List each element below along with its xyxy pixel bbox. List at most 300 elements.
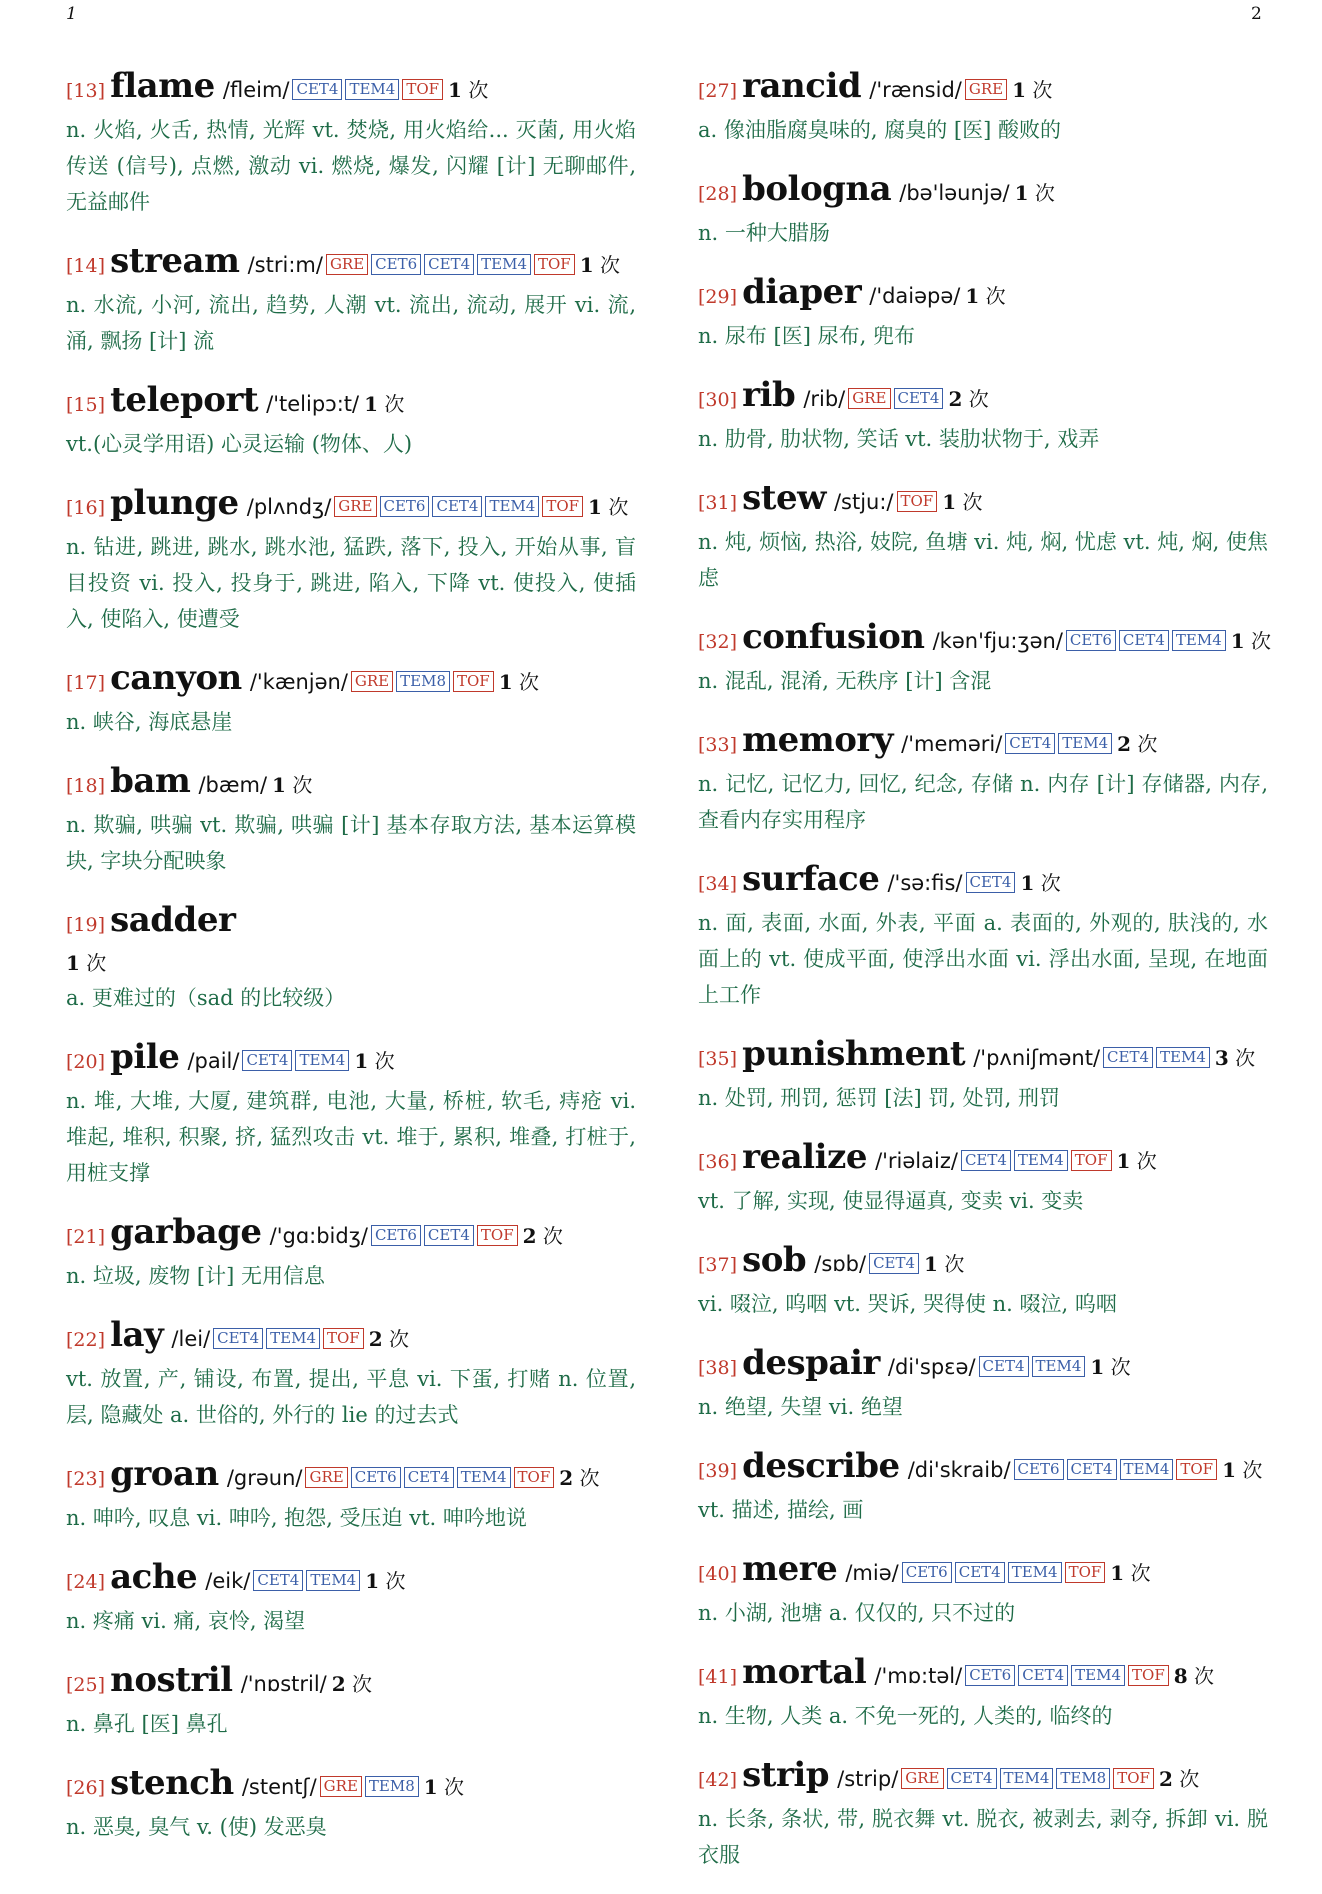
word-entry: [66, 658, 636, 740]
headword: bam: [110, 761, 191, 801]
frequency-suffix: 次: [444, 1775, 465, 1799]
exam-tag: CET4: [242, 1050, 292, 1071]
frequency-count: [365, 1569, 405, 1593]
entry-number: [21]: [66, 1226, 106, 1248]
frequency-value: 3: [1214, 1046, 1229, 1070]
definition: n. 一种大腊肠: [698, 221, 830, 245]
frequency-suffix: 次: [944, 1252, 965, 1276]
frequency-count: [354, 1049, 394, 1073]
frequency-count: [1117, 732, 1157, 756]
exam-tag: TEM4: [306, 1570, 360, 1591]
word-entry: [698, 1755, 1268, 1873]
exam-tag: CET4: [213, 1328, 263, 1349]
word-entry: [66, 483, 636, 637]
word-entry: [698, 1034, 1268, 1116]
exam-tag: TOF: [542, 496, 583, 517]
entry-number: [22]: [66, 1329, 106, 1351]
frequency-value: 1: [1014, 181, 1029, 205]
exam-tag: CET4: [961, 1150, 1011, 1171]
right-column: [698, 66, 1272, 1894]
entry-number: [39]: [698, 1460, 738, 1482]
entry-number: [37]: [698, 1254, 738, 1276]
word-entry: [66, 1454, 636, 1536]
exam-tag: TOF: [1113, 1768, 1154, 1789]
word-entry: [698, 478, 1268, 596]
entry-number: [24]: [66, 1571, 106, 1593]
definition: vt.(心灵学用语) 心灵运输 (物体、人): [66, 432, 413, 456]
word-entry: [698, 1240, 1268, 1322]
phonetic: /miə/: [845, 1561, 899, 1585]
exam-tag: CET4: [1067, 1459, 1117, 1480]
frequency-suffix: 次: [384, 392, 405, 416]
entry-header: [66, 1037, 636, 1083]
exam-tag: TOF: [323, 1328, 364, 1349]
frequency-value: 2: [331, 1672, 346, 1696]
exam-tag: CET4: [1018, 1665, 1068, 1686]
phonetic: /'kænjən/: [249, 670, 348, 694]
word-entry: [66, 1763, 636, 1845]
frequency-count: [424, 1775, 464, 1799]
phonetic: /lei/: [171, 1327, 211, 1351]
headword: realize: [742, 1137, 867, 1177]
exam-tag: GRE: [320, 1776, 362, 1797]
entry-header: [698, 375, 1268, 421]
exam-tag: TEM4: [295, 1050, 349, 1071]
frequency-suffix: 次: [608, 495, 629, 519]
phonetic: /di'skraib/: [907, 1458, 1011, 1482]
frequency-suffix: 次: [385, 1569, 406, 1593]
headword: nostril: [110, 1660, 233, 1700]
word-entry: [698, 1446, 1268, 1528]
entry-number: [41]: [698, 1666, 738, 1688]
definition: n. 混乱, 混淆, 无秩序 [计] 含混: [698, 669, 992, 693]
headword: stench: [110, 1763, 234, 1803]
entry-number: [33]: [698, 734, 738, 756]
exam-tag: CET4: [292, 79, 342, 100]
exam-tag: CET4: [1119, 630, 1169, 651]
frequency-count: [332, 1672, 372, 1696]
phonetic: /'telipɔ:t/: [266, 392, 360, 416]
frequency-suffix: 次: [600, 253, 620, 277]
exam-tag: TOF: [402, 79, 443, 100]
entry-header: [66, 1660, 636, 1706]
frequency-suffix: 次: [1136, 1149, 1157, 1173]
definition: n. 恶臭, 臭气 v. (使) 发恶臭: [66, 1815, 327, 1839]
entry-number: [23]: [66, 1468, 106, 1490]
frequency-value: 1: [1110, 1561, 1125, 1585]
frequency-value: 2: [1117, 732, 1132, 756]
definition: n. 疼痛 vi. 痛, 哀怜, 渴望: [66, 1609, 306, 1633]
frequency-count: [272, 773, 312, 797]
frequency-count: [1174, 1664, 1214, 1688]
exam-tag: GRE: [848, 388, 890, 409]
word-entry: [698, 375, 1268, 457]
entry-header: [698, 859, 1268, 905]
frequency-count: [523, 1224, 563, 1248]
exam-tag: TEM4: [1032, 1356, 1086, 1377]
frequency-suffix: 次: [1251, 629, 1272, 653]
exam-tag: TEM4: [477, 254, 531, 275]
headword: describe: [742, 1446, 900, 1486]
frequency-count: [588, 495, 628, 519]
word-entry: [66, 1660, 636, 1742]
phonetic: /fleim/: [222, 78, 290, 102]
definition: n. 堆, 大堆, 大厦, 建筑群, 电池, 大量, 桥桩, 软毛, 痔疮 vi. 堆起, 堆积, 积聚, 挤, 猛烈攻击 vt. 堆于, 累积, 堆叠, 打桩于, 用桩支撑: [66, 1089, 636, 1185]
frequency-suffix: 次: [1179, 1767, 1200, 1791]
frequency-value: 1: [354, 1049, 369, 1073]
entry-number: [38]: [698, 1357, 738, 1379]
frequency-count: [580, 253, 620, 277]
exam-tag: TEM4: [485, 496, 539, 517]
frequency-suffix: 次: [968, 387, 989, 411]
frequency-count: [1012, 78, 1052, 102]
left-column: [66, 66, 636, 1866]
frequency-suffix: 次: [1242, 1458, 1263, 1482]
headword: sob: [742, 1240, 807, 1280]
phonetic: /'mɒ:təl/: [874, 1664, 963, 1688]
entry-header: [698, 1034, 1268, 1080]
frequency-value: 2: [522, 1224, 537, 1248]
phonetic: /grəun/: [226, 1466, 303, 1490]
frequency-count: [942, 490, 982, 514]
definition: n. 垃圾, 废物 [计] 无用信息: [66, 1264, 325, 1288]
definition: vi. 啜泣, 呜咽 vt. 哭诉, 哭得使 n. 啜泣, 呜咽: [698, 1292, 1117, 1316]
entry-header: [698, 1137, 1268, 1183]
entry-header: [698, 272, 1268, 318]
frequency-value: 1: [579, 253, 594, 277]
exam-tag: TEM8: [365, 1776, 419, 1797]
definition: n. 记忆, 记忆力, 回忆, 纪念, 存储 n. 内存 [计] 存储器, 内存, 查看内存实用程序: [698, 772, 1268, 832]
definition: n. 处罚, 刑罚, 惩罚 [法] 罚, 处罚, 刑罚: [698, 1086, 1061, 1110]
exam-tag: TEM4: [345, 79, 399, 100]
word-entry: [66, 241, 636, 359]
exam-tag: CET4: [894, 388, 944, 409]
headword: groan: [110, 1454, 219, 1494]
headword: pile: [110, 1037, 180, 1077]
word-entry: [698, 1652, 1268, 1734]
headword: teleport: [110, 380, 259, 420]
entry-header: [698, 1240, 1268, 1286]
exam-tag: TEM4: [1071, 1665, 1125, 1686]
entry-number: [26]: [66, 1777, 106, 1799]
word-entry: [66, 1037, 636, 1191]
definition: n. 肋骨, 肋状物, 笑话 vt. 装肋状物于, 戏弄: [698, 427, 1100, 451]
exam-tag: CET4: [966, 872, 1016, 893]
definition: n. 面, 表面, 水面, 外表, 平面 a. 表面的, 外观的, 肤浅的, 水面上的 vt. 使成平面, 使浮出水面 vi. 浮出水面, 呈现, 在地面上工作: [698, 911, 1268, 1007]
exam-tag: TOF: [1176, 1459, 1217, 1480]
exam-tag: GRE: [965, 79, 1007, 100]
frequency-suffix: 次: [1032, 78, 1053, 102]
definition: n. 尿布 [医] 尿布, 兜布: [698, 324, 915, 348]
word-entry: [66, 66, 636, 220]
exam-tag: TEM4: [1008, 1562, 1062, 1583]
word-entry: [698, 617, 1272, 699]
phonetic: /stju:/: [833, 490, 894, 514]
frequency-value: 1: [272, 773, 286, 797]
headword: despair: [742, 1343, 880, 1383]
entry-header: [66, 761, 636, 807]
frequency-suffix: 次: [579, 1466, 600, 1490]
entry-header: [698, 66, 1268, 112]
entry-number: [19]: [66, 914, 106, 936]
exam-tag: CET4: [424, 254, 474, 275]
word-entry: [66, 1212, 636, 1294]
phonetic: /bæm/: [198, 773, 268, 797]
exam-tag: TOF: [514, 1467, 555, 1488]
headword: rancid: [742, 66, 862, 106]
exam-tag: TOF: [1128, 1665, 1169, 1686]
definition: n. 鼻孔 [医] 鼻孔: [66, 1712, 228, 1736]
definition: n. 小湖, 池塘 a. 仅仅的, 只不过的: [698, 1601, 1016, 1625]
exam-tag: TEM4: [1156, 1047, 1210, 1068]
frequency-suffix: 次: [542, 1224, 563, 1248]
exam-tag: TEM4: [457, 1467, 511, 1488]
entry-number: [13]: [66, 80, 106, 102]
headword: mortal: [742, 1652, 867, 1692]
exam-tag: TOF: [534, 254, 575, 275]
headword: stew: [742, 478, 826, 518]
entry-header: [66, 1454, 636, 1500]
headword: surface: [742, 859, 880, 899]
phonetic: /sɒb/: [814, 1252, 867, 1276]
frequency-count: [1117, 1149, 1157, 1173]
headword: plunge: [110, 483, 239, 523]
exam-tag: TEM4: [1014, 1150, 1068, 1171]
exam-tag: CET4: [432, 496, 482, 517]
phonetic: /'rænsid/: [869, 78, 962, 102]
exam-tag: CET6: [965, 1665, 1015, 1686]
frequency-count: [924, 1252, 964, 1276]
exam-tag: TEM4: [1058, 733, 1112, 754]
frequency-value: 1: [448, 78, 462, 102]
frequency-value: 1: [365, 1569, 380, 1593]
frequency-suffix: 次: [292, 773, 313, 797]
frequency-count: [1015, 181, 1055, 205]
frequency-count: [1231, 629, 1271, 653]
frequency-count: [499, 670, 539, 694]
word-entry: [698, 859, 1268, 1013]
word-entry: [66, 1557, 636, 1639]
exam-tag: TEM4: [1172, 630, 1226, 651]
frequency-suffix: 次: [86, 951, 107, 975]
frequency-count: [965, 284, 1005, 308]
frequency-value: 1: [423, 1775, 438, 1799]
definition: a. 像油脂腐臭味的, 腐臭的 [医] 酸败的: [698, 118, 1061, 142]
phonetic: /plʌndʒ/: [246, 495, 332, 519]
entry-header: [66, 1763, 636, 1809]
entry-header: [66, 1315, 636, 1361]
frequency-suffix: 次: [1235, 1046, 1256, 1070]
headword: confusion: [742, 617, 925, 657]
headword: strip: [742, 1755, 830, 1795]
exam-tag: CET4: [947, 1768, 997, 1789]
headword: garbage: [110, 1212, 262, 1252]
phonetic: /'pʌniʃmənt/: [973, 1046, 1101, 1070]
definition: vt. 了解, 实现, 使显得逼真, 变卖 vi. 变卖: [698, 1189, 1084, 1213]
exam-tag: CET4: [955, 1562, 1005, 1583]
frequency-value: 1: [924, 1252, 938, 1276]
page-number-right: 2: [1251, 4, 1262, 24]
frequency-value: 1: [1090, 1355, 1105, 1379]
frequency-suffix: 次: [374, 1049, 395, 1073]
headword: mere: [742, 1549, 838, 1589]
word-entry: [698, 272, 1268, 354]
entry-header: [698, 1755, 1268, 1801]
entry-number: [27]: [698, 80, 738, 102]
entry-number: [30]: [698, 389, 738, 411]
exam-tag: TEM8: [1056, 1768, 1110, 1789]
definition: n. 欺骗, 哄骗 vt. 欺骗, 哄骗 [计] 基本存取方法, 基本运算模块, 字块分配映象: [66, 813, 636, 873]
frequency-value: 2: [948, 387, 963, 411]
headword: memory: [742, 720, 894, 760]
frequency-count: [1222, 1458, 1262, 1482]
entry-header: [698, 1446, 1268, 1492]
exam-tag: CET4: [869, 1253, 919, 1274]
phonetic: /rib/: [803, 387, 846, 411]
frequency-value: 1: [364, 392, 379, 416]
phonetic: /stri:m/: [247, 253, 323, 277]
phonetic: /'meməri/: [901, 732, 1003, 756]
word-entry: [66, 1315, 636, 1433]
frequency-value: 2: [368, 1327, 383, 1351]
frequency-value: 1: [1012, 78, 1027, 102]
headword: rib: [742, 375, 796, 415]
frequency-count: [369, 1327, 409, 1351]
exam-tag: TOF: [453, 671, 494, 692]
entry-number: [40]: [698, 1563, 738, 1585]
frequency-suffix: 次: [352, 1672, 373, 1696]
entry-number: [42]: [698, 1769, 738, 1791]
headword: punishment: [742, 1034, 966, 1074]
phonetic: /pail/: [187, 1049, 240, 1073]
headword: canyon: [110, 658, 242, 698]
exam-tag: GRE: [334, 496, 376, 517]
phonetic: /bə'ləunjə/: [899, 181, 1010, 205]
definition: n. 呻吟, 叹息 vi. 呻吟, 抱怨, 受压迫 vt. 呻吟地说: [66, 1506, 527, 1530]
entry-header: [66, 1212, 636, 1258]
entry-number: [25]: [66, 1674, 106, 1696]
exam-tag: TEM4: [1120, 1459, 1174, 1480]
exam-tag: TOF: [1071, 1150, 1112, 1171]
phonetic: /'riəlaiz/: [875, 1149, 958, 1173]
phonetic: /'gɑ:bidʒ/: [269, 1224, 368, 1248]
exam-tag: TEM4: [266, 1328, 320, 1349]
frequency-suffix: 次: [1110, 1355, 1131, 1379]
exam-tag: CET4: [253, 1570, 303, 1591]
page-number-left: 1: [66, 4, 77, 24]
entry-header: [698, 617, 1272, 663]
exam-tag: CET4: [1005, 733, 1055, 754]
phonetic: /kən'fju:ʒən/: [932, 629, 1063, 653]
phonetic: /'sə:fis/: [887, 871, 963, 895]
exam-tag: TOF: [897, 491, 938, 512]
definition: n. 水流, 小河, 流出, 趋势, 人潮 vt. 流出, 流动, 展开 vi. 流, 涌, 飘扬 [计] 流: [66, 293, 636, 353]
phonetic: /stentʃ/: [241, 1775, 317, 1799]
exam-tag: CET6: [1014, 1459, 1064, 1480]
frequency-value: 1: [965, 284, 980, 308]
entry-header: [698, 1652, 1268, 1698]
entry-header: [698, 1549, 1268, 1595]
headword: bologna: [742, 169, 892, 209]
exam-tag: CET6: [380, 496, 430, 517]
entry-header: [66, 66, 636, 112]
frequency-value: 8: [1173, 1664, 1188, 1688]
word-entry: [698, 1137, 1268, 1219]
entry-number: [36]: [698, 1151, 738, 1173]
frequency-count: [1090, 1355, 1130, 1379]
exam-tag: TEM8: [396, 671, 450, 692]
definition: n. 炖, 烦恼, 热浴, 妓院, 鱼塘 vi. 炖, 焖, 忧虑 vt. 炖, 焖, 使焦虑: [698, 530, 1268, 590]
frequency-suffix: 次: [1040, 871, 1061, 895]
frequency-suffix: 次: [389, 1327, 409, 1351]
entry-number: [14]: [66, 255, 106, 277]
exam-tag: TOF: [1065, 1562, 1106, 1583]
phonetic: /'daiəpə/: [869, 284, 961, 308]
definition: n. 绝望, 失望 vi. 绝望: [698, 1395, 903, 1419]
headword: flame: [110, 66, 215, 106]
headword: stream: [110, 241, 240, 281]
frequency-value: 1: [66, 951, 80, 975]
frequency-suffix: 次: [1130, 1561, 1151, 1585]
entry-number: [18]: [66, 775, 106, 797]
entry-number: [15]: [66, 394, 106, 416]
word-entry: [698, 66, 1268, 148]
exam-tag: CET6: [1066, 630, 1116, 651]
entry-header: [66, 380, 636, 426]
entry-header: [698, 478, 1268, 524]
exam-tag: GRE: [305, 1467, 347, 1488]
definition: vt. 描述, 描绘, 画: [698, 1498, 864, 1522]
frequency-value: 2: [1158, 1767, 1173, 1791]
word-entry: [66, 900, 636, 1016]
frequency-suffix: 次: [985, 284, 1006, 308]
definition: n. 钻进, 跳进, 跳水, 跳水池, 猛跌, 落下, 投入, 开始从事, 盲目投资 vi. 投入, 投身于, 跳进, 陷入, 下降 vt. 使投入, 使插入, 使陷入, 使遭受: [66, 535, 636, 631]
entry-header: [66, 241, 636, 287]
exam-tag: CET4: [424, 1225, 474, 1246]
word-entry: [698, 720, 1268, 838]
entry-number: [20]: [66, 1051, 106, 1073]
frequency-value: 1: [1222, 1458, 1237, 1482]
entry-header: [66, 483, 636, 529]
entry-number: [35]: [698, 1048, 738, 1070]
frequency-suffix: 次: [1194, 1664, 1215, 1688]
frequency-count: [948, 387, 988, 411]
entry-number: [16]: [66, 497, 106, 519]
entry-number: [17]: [66, 672, 106, 694]
frequency-count: [559, 1466, 599, 1490]
entry-header: [698, 169, 1268, 215]
exam-tag: CET6: [371, 254, 421, 275]
frequency-suffix: 次: [519, 670, 539, 694]
definition: n. 火焰, 火舌, 热情, 光辉 vt. 焚烧, 用火焰给... 灭菌, 用火焰传送 (信号), 点燃, 激动 vi. 燃烧, 爆发, 闪耀 [计] 无聊邮件, 无益邮件: [66, 118, 636, 214]
word-entry: [66, 761, 636, 879]
entry-header: [66, 1557, 636, 1603]
frequency-suffix: 次: [1137, 732, 1158, 756]
frequency-suffix: 次: [962, 490, 983, 514]
exam-tag: CET6: [371, 1225, 421, 1246]
frequency-value: 2: [559, 1466, 574, 1490]
phonetic: /'nɒstril/: [240, 1672, 327, 1696]
frequency-value: 1: [1020, 871, 1035, 895]
frequency-value: 1: [942, 490, 957, 514]
exam-tag: TEM4: [1000, 1768, 1054, 1789]
entry-header: [698, 1343, 1268, 1389]
frequency-count: [448, 78, 488, 102]
frequency-value: 1: [1230, 629, 1245, 653]
exam-tag: CET6: [902, 1562, 952, 1583]
frequency-value: 1: [588, 495, 602, 519]
phonetic: /di'spɛə/: [887, 1355, 976, 1379]
